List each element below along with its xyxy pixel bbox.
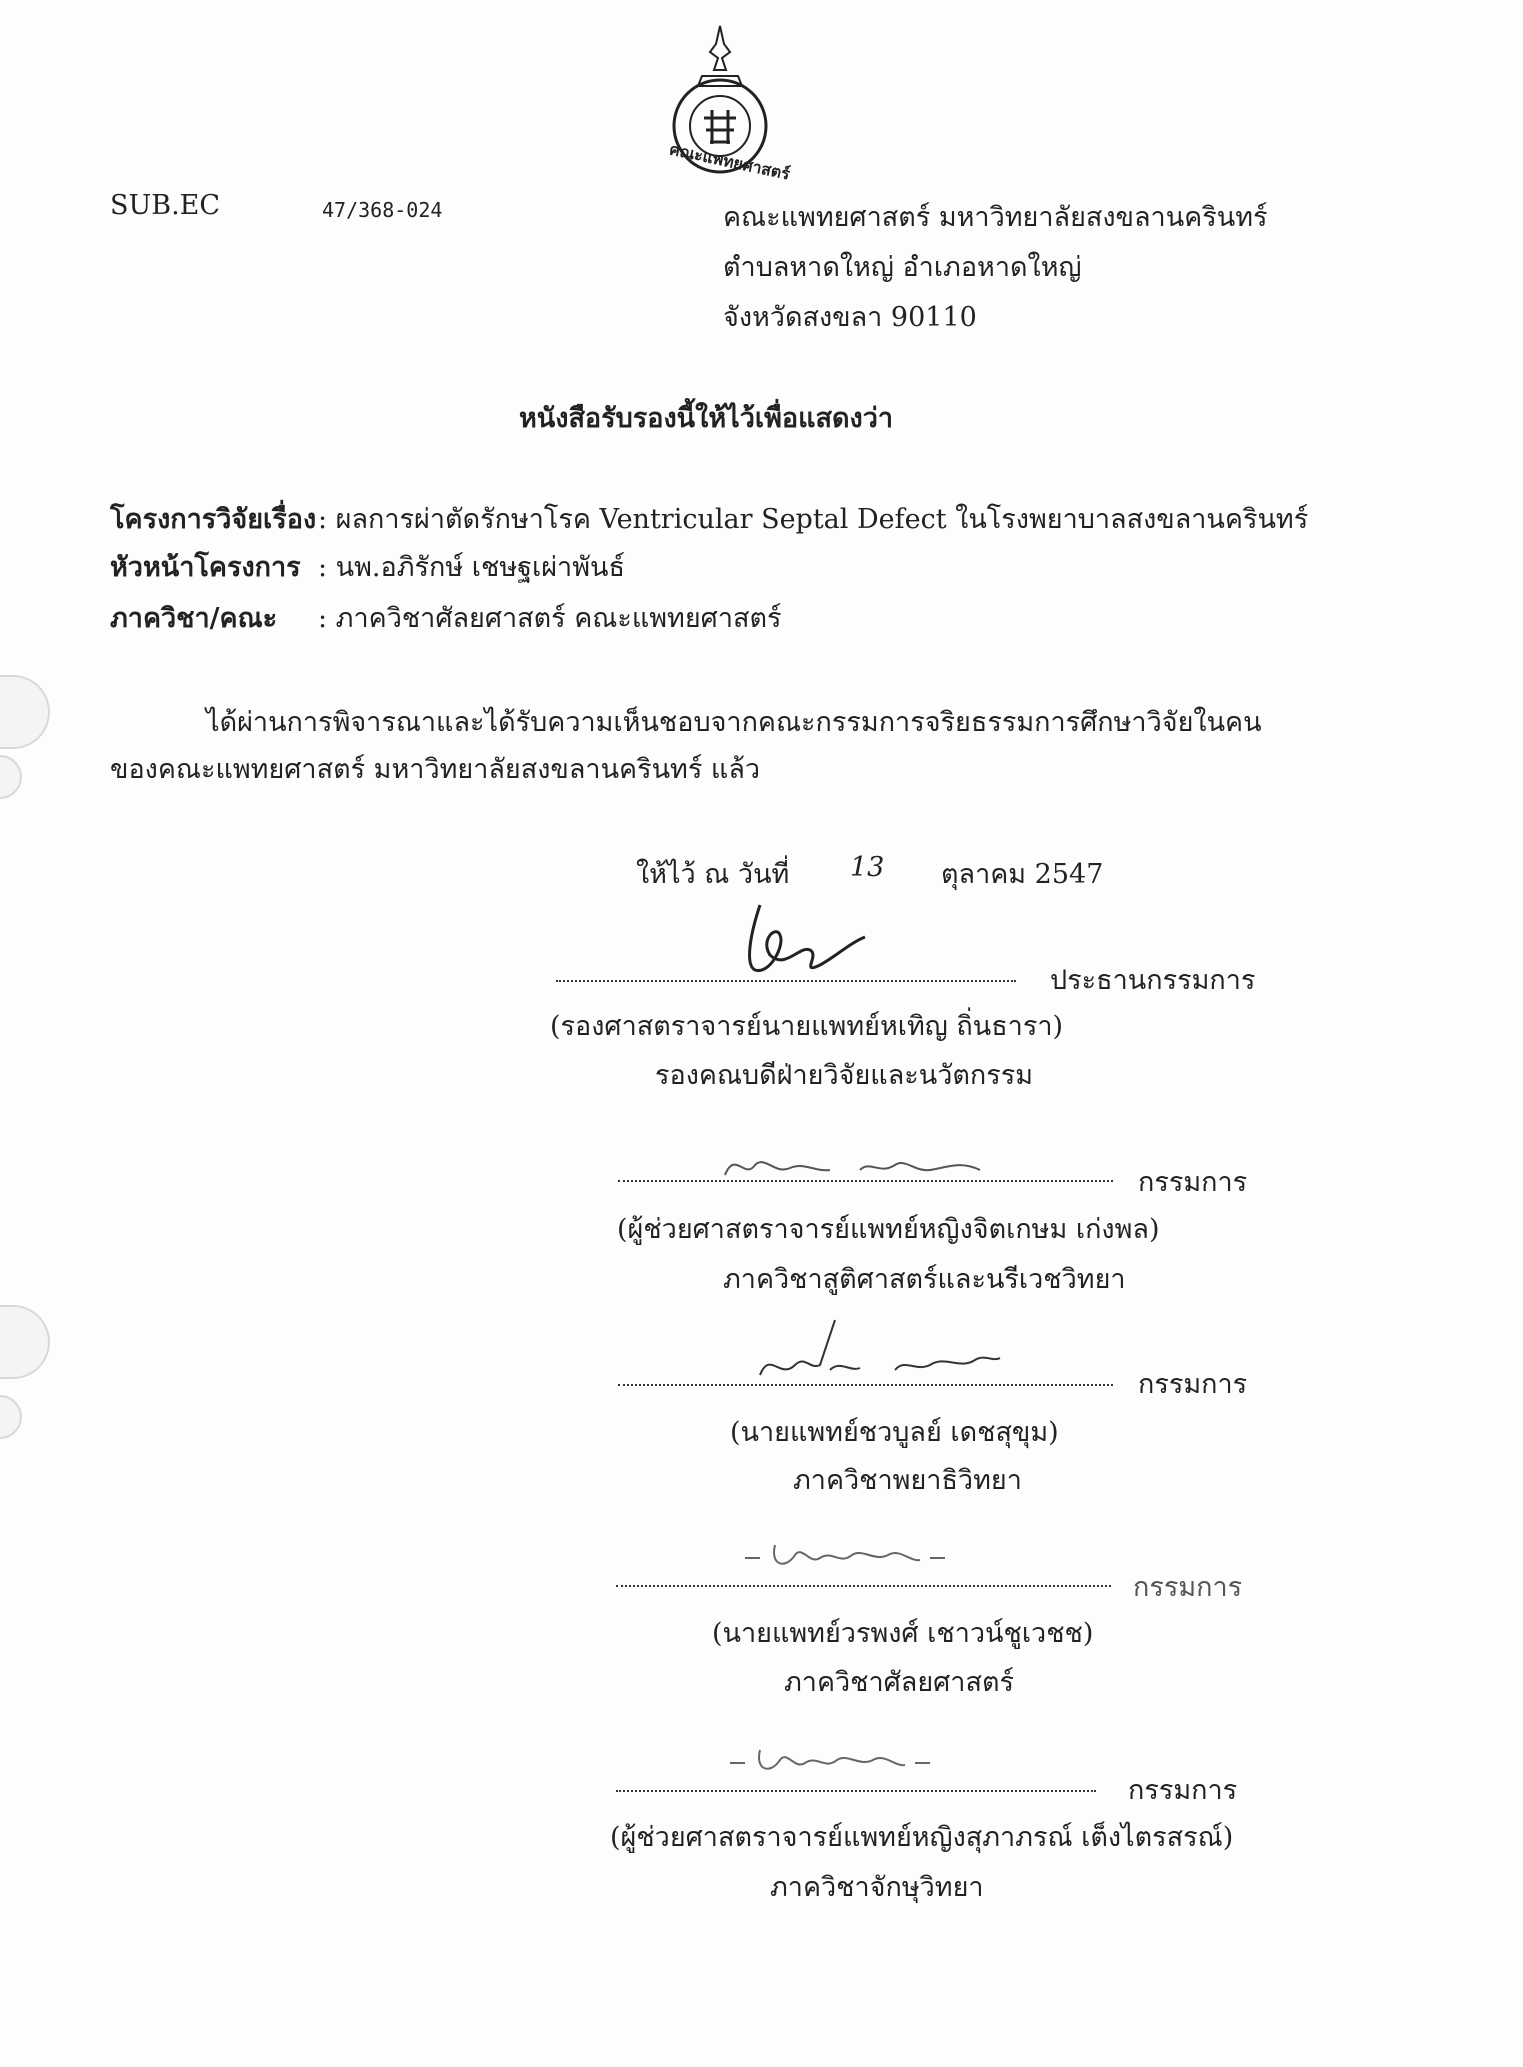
date-prefix: ให้ไว้ ณ วันที่ <box>636 859 790 890</box>
body-line-1: ได้ผ่านการพิจารณาและได้รับความเห็นชอบจากคณะกรรมการจริยธรรมการศึกษาวิจัยในคน <box>206 707 1262 738</box>
signatory-dept: ภาควิชาศัลยศาสตร์ <box>784 1667 1014 1698</box>
signatory-dept: ภาควิชาสูติศาสตร์และนรีเวชวิทยา <box>723 1264 1126 1295</box>
signature-member-2 <box>755 1310 1015 1390</box>
signatory-role: กรรมการ <box>1133 1572 1243 1603</box>
body-line-2: ของคณะแพทยศาสตร์ มหาวิทยาลัยสงขลานครินทร์ แล้ว <box>110 754 761 785</box>
field-label-project: โครงการวิจัยเรื่อง <box>110 504 317 535</box>
seal-text: คณะแพทยศาสตร์ <box>667 139 792 184</box>
field-value-department: : ภาควิชาศัลยศาสตร์ คณะแพทยศาสตร์ <box>318 603 782 634</box>
signatory-name: (ผู้ช่วยศาสตราจารย์แพทย์หญิงจิตเกษม เก่งพล) <box>617 1214 1160 1245</box>
signatory-name: (นายแพทย์วรพงศ์ เชาวน์ชูเวชช) <box>712 1618 1094 1649</box>
signatory-dept: ภาควิชาพยาธิวิทยา <box>793 1465 1022 1496</box>
signatory-dept: ภาควิชาจักษุวิทยา <box>770 1872 984 1903</box>
signature-member-3 <box>740 1530 960 1580</box>
signatory-role: ประธานกรรมการ <box>1050 965 1256 996</box>
signature-line <box>618 1180 1113 1182</box>
signatory-role: กรรมการ <box>1128 1775 1238 1806</box>
ref-code: SUB.EC <box>110 190 221 221</box>
signature-line <box>616 1790 1096 1792</box>
punch-hole <box>0 1305 50 1379</box>
signatory-name: (ผู้ช่วยศาสตราจารย์แพทย์หญิงสุภาภรณ์ เต็งไตรสรณ์) <box>610 1822 1234 1853</box>
signature-member-4 <box>725 1735 945 1785</box>
signatory-role: กรรมการ <box>1138 1167 1248 1198</box>
address-line-3: จังหวัดสงขลา 90110 <box>723 302 977 333</box>
signatory-name: (นายแพทย์ชวบูลย์ เดชสุขุม) <box>730 1417 1059 1448</box>
punch-hole <box>0 755 22 799</box>
signature-line <box>616 1585 1111 1587</box>
signature-member-1 <box>720 1140 1020 1190</box>
date-day: 13 <box>850 852 885 883</box>
signature-line <box>556 980 1016 982</box>
page-title: หนังสือรับรองนี้ให้ไว้เพื่อแสดงว่า <box>519 403 894 434</box>
date-month-year: ตุลาคม 2547 <box>941 859 1104 890</box>
signatory-name: (รองศาสตราจารย์นายแพทย์หเทิญ ถิ่นธารา) <box>550 1011 1064 1042</box>
signature-chairman <box>740 895 880 985</box>
signatory-role: กรรมการ <box>1138 1369 1248 1400</box>
field-label-department: ภาควิชา/คณะ <box>110 603 278 634</box>
signatory-dept: รองคณบดีฝ่ายวิจัยและนวัตกรรม <box>655 1060 1034 1091</box>
punch-hole <box>0 675 50 749</box>
field-label-lead: หัวหน้าโครงการ <box>110 552 301 583</box>
address-line-2: ตำบลหาดใหญ่ อำเภอหาดใหญ่ <box>723 252 1082 283</box>
signature-line <box>618 1384 1113 1386</box>
address-line-1: คณะแพทยศาสตร์ มหาวิทยาลัยสงขลานครินทร์ <box>723 202 1268 233</box>
field-value-project: : ผลการผ่าตัดรักษาโรค Ventricular Septal Defect ในโรงพยาบาลสงขลานครินทร์ <box>318 504 1309 535</box>
punch-hole <box>0 1395 22 1439</box>
field-value-lead: : นพ.อภิรักษ์ เชษฐเผ่าพันธ์ <box>318 552 625 583</box>
ref-number: 47/368-024 <box>322 198 443 222</box>
